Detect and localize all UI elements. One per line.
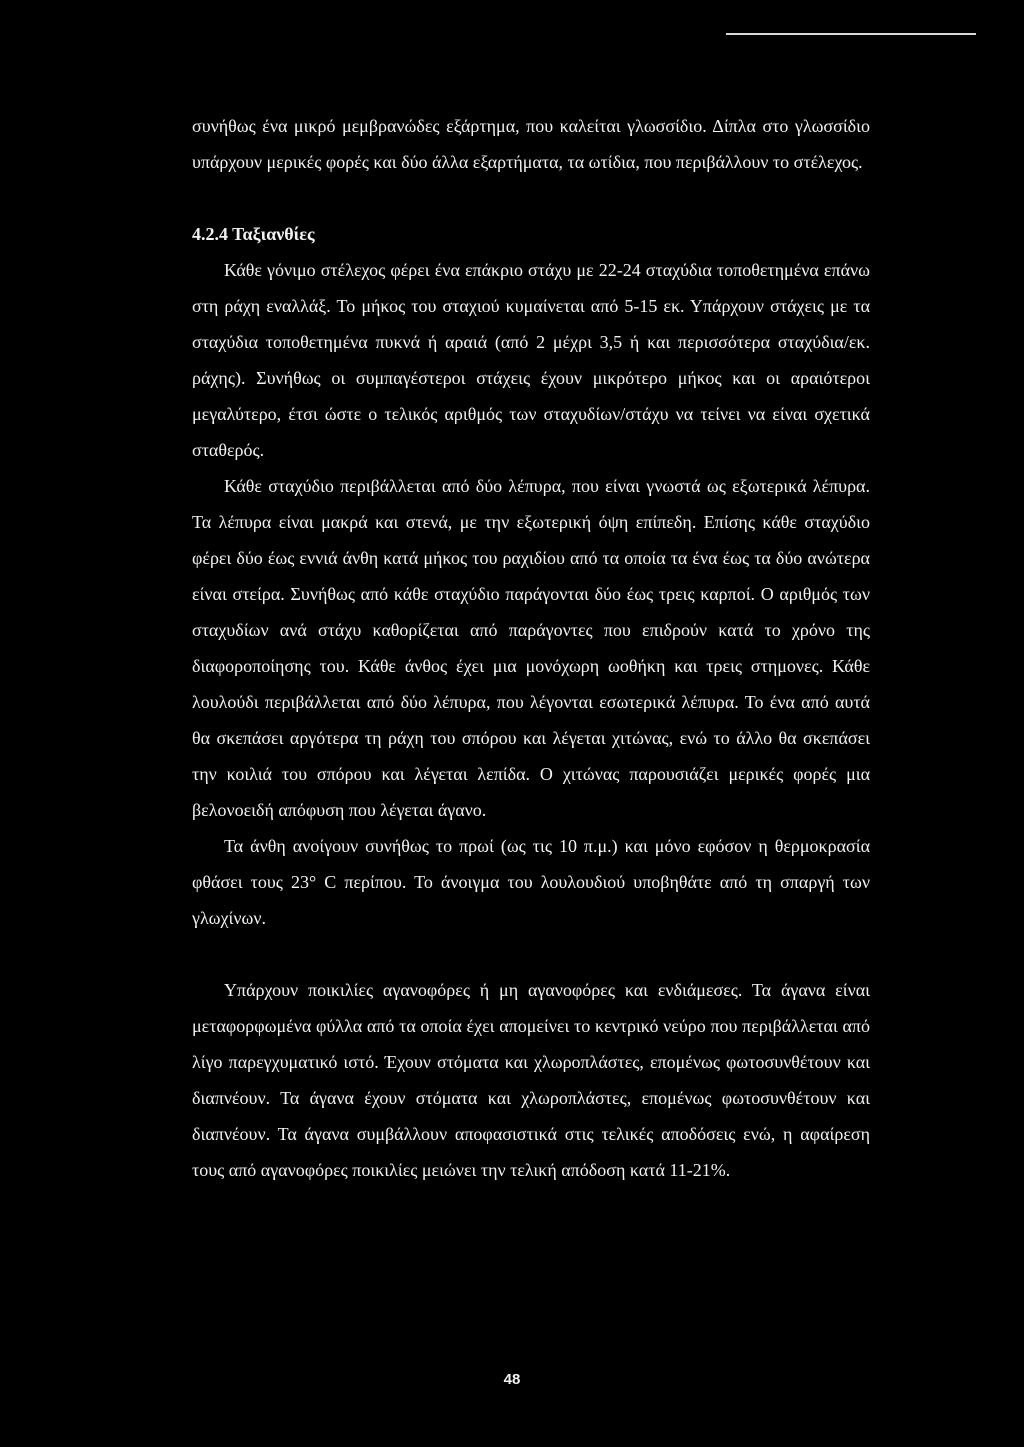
paragraph-spikelets: Κάθε σταχύδιο περιβάλλεται από δύο λέπυρα, που είναι γνωστά ως εξωτερικά λέπυρα. Τα λέπυρα είναι μακρά και στενά, με την εξωτερική όψη επίπεδη. Επίσης κάθε σταχύδιο φέρει δύο έως εννιά άνθη κατά μήκος του ραχιδίου από τα οποία τα ένα έως τα δύο ανώτερα είναι στείρα. Συνήθως από κάθε σταχύδιο παράγονται δύο έως τρεις καρποί. Ο αριθμός των σταχυδίων ανά στάχυ καθορίζεται από παράγοντες που επιδρούν κατά το χρόνο της διαφοροποίησης του. Κάθε άνθος έχει μια μονόχωρη ωοθήκη και τρεις στημονες. Κάθε λουλούδι περιβάλλεται από δύο λέπυρα, που λέγονται εσωτερικά λέπυρα. Το ένα από αυτά θα σκεπάσει αργότερα τη ράχη του σπόρου και λέγεται χιτώνας, ενώ το άλλο θα σκεπάσει την κοιλιά του σπόρου και λέγεται λεπίδα. Ο χιτώνας παρουσιάζει μερικές φορές μια βελονοειδή απόφυση που λέγεται άγανο.: [192, 476, 870, 820]
page-number: 48: [503, 1371, 521, 1388]
page-body: [192, 108, 870, 1188]
paragraph-awns: Υπάρχουν ποικιλίες αγανοφόρες ή μη αγανοφόρες και ενδιάμεσες. Τα άγανα είναι μεταφορφωμένα φύλλα από τα οποία έχει απομείνει το κεντρικό νεύρο που περιβάλλεται από λίγο παρεγχυματικό ιστό. Έχουν στόματα και χλωροπλάστες, επομένως φωτοσυνθέτουν και διαπνέουν. Τα άγανα έχουν στόματα και χλωροπλάστες, επομένως φωτοσυνθέτουν και διαπνέουν. Τα άγανα συμβάλλουν αποφασιστικά στις τελικές αποδόσεις ενώ, η αφαίρεση τους από αγανοφόρες ποικιλίες μειώνει την τελική απόδοση κατά 11-21%.: [192, 980, 870, 1180]
paragraph-continued: συνήθως ένα μικρό μεμβρανώδες εξάρτημα, που καλείται γλωσσίδιο. Δίπλα στο γλωσσίδιο υπάρχουν μερικές φορές και δύο άλλα εξαρτήματα, τα ωτίδια, που περιβάλλουν το στέλεχος.: [192, 116, 870, 172]
paragraph-flowering: Τα άνθη ανοίγουν συνήθως το πρωί (ως τις 10 π.μ.) και μόνο εφόσον η θερμοκρασία φθάσει τους 23° C περίπου. Το άνοιγμα του λουλουδιού υποβηθάτε από τη σπαργή των γλωχίνων.: [192, 836, 870, 928]
paragraph-spikes: Κάθε γόνιμο στέλεχος φέρει ένα επάκριο στάχυ με 22-24 σταχύδια τοποθετημένα επάνω στη ράχη εναλλάξ. Το μήκος του σταχιού κυμαίνεται από 5-15 εκ. Υπάρχουν στάχεις με τα σταχύδια τοποθετημένα πυκνά ή αραιά (από 2 μέχρι 3,5 ή και περισσότερα σταχύδια/εκ. ράχης). Συνήθως οι συμπαγέστεροι στάχεις έχουν μικρότερο μήκος και οι αραιότεροι μεγαλύτερο, έτσι ώστε ο τελικός αριθμός των σταχυδίων/στάχυ να τείνει να είναι σχετικά σταθερός.: [192, 260, 870, 460]
section-heading: 4.2.4 Ταξιανθίες: [192, 224, 315, 244]
header-rule: [726, 33, 976, 35]
